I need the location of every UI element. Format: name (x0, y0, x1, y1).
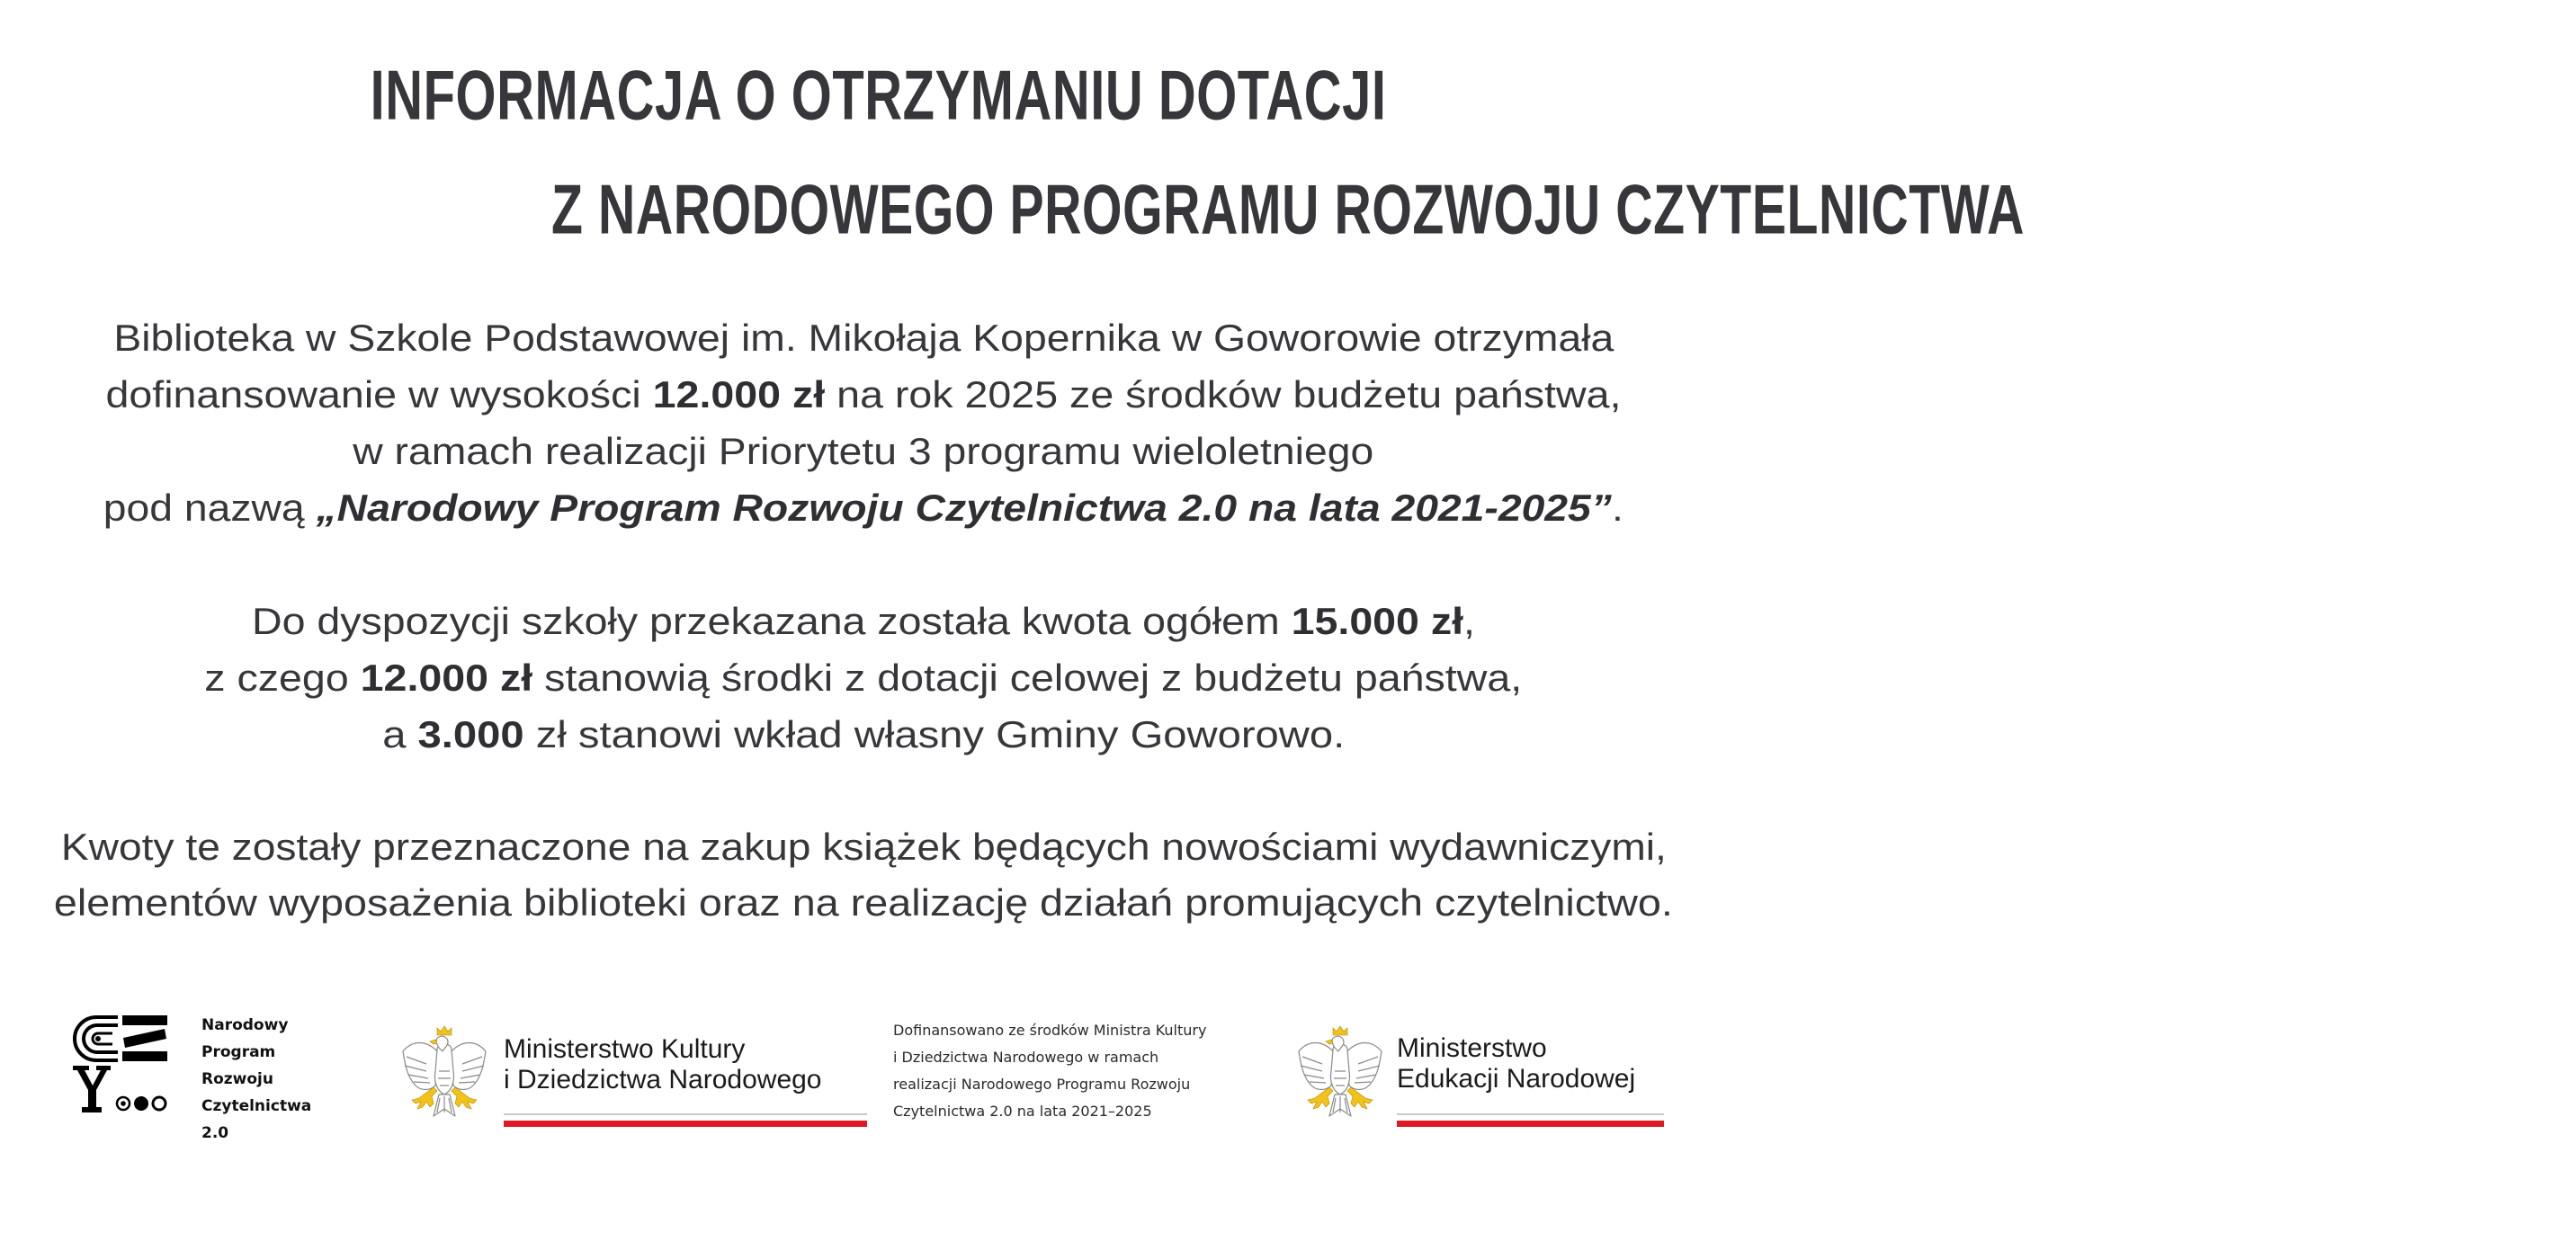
p1-line-3 (0, 423, 1727, 479)
nprcz-logo-y (73, 1066, 111, 1112)
heading-line-2 (0, 170, 2026, 264)
total-amount: 15.000 zł (1291, 600, 1464, 642)
nprcz-line: Rozwoju (201, 1070, 273, 1088)
p3-line-2-text: elementów wyposażenia biblioteki oraz na realizację działań promujących czytelnictwo. (54, 881, 1673, 924)
men-red-rule (1397, 1121, 1664, 1127)
mkidn-line: Ministerstwo Kultury (504, 1034, 746, 1064)
funding-note-line: Dofinansowano ze środków Ministra Kultury (893, 1022, 1207, 1039)
p3-line-2 (0, 874, 1727, 931)
own-contribution-amount: 3.000 (417, 713, 524, 755)
nprcz-line: Czytelnictwa (201, 1097, 312, 1115)
nprcz-logo-ring-circle (153, 1097, 165, 1110)
men-line: Ministerstwo (1397, 1033, 1547, 1063)
p2-line-2 (0, 649, 1727, 706)
funding-note (893, 1017, 1206, 1125)
p2-line-1 (0, 593, 1727, 649)
polish-eagle-icon (399, 1026, 489, 1123)
p1-line-4-text-a: pod nazwą (103, 487, 317, 529)
heading-line-1 (0, 56, 1727, 150)
p2-line-2-text-a: z czego (204, 657, 361, 699)
heading-line-2-text: Z NARODOWEGO PROGRAMU ROZWOJU CZYTELNICTWA (551, 170, 2026, 249)
state-grant-amount: 12.000 zł (360, 657, 533, 699)
nprcz-line: 2.0 (201, 1124, 229, 1142)
mkidn-gray-rule (504, 1113, 867, 1115)
p1-line-1 (0, 309, 1727, 366)
p1-line-2-text-a: dofinansowanie w wysokości (105, 373, 653, 415)
p1-line-3-text: w ramach realizacji Priorytetu 3 programu wieloletniego (353, 430, 1374, 472)
p2-line-1-text-a: Do dyspozycji szkoły przekazana została kwota ogółem (252, 600, 1292, 642)
nprcz-logo-dot (95, 1036, 101, 1041)
p2-line-3-text-a: a (381, 713, 418, 755)
nprcz-logo-z-top (122, 1015, 167, 1025)
p1-line-2-text-b: na rok 2025 ze środków budżetu państwa, (825, 373, 1622, 415)
men-logo-text (1397, 1033, 1635, 1095)
grant-amount: 12.000 zł (652, 373, 826, 415)
p2-line-3 (0, 706, 1727, 763)
nprcz-logo-z-middle (123, 1029, 166, 1048)
p1-line-4 (0, 479, 1727, 536)
funding-note-line: Czytelnictwa 2.0 na lata 2021–2025 (893, 1103, 1152, 1120)
mkidn-line: i Dziedzictwa Narodowego (504, 1065, 822, 1095)
nprcz-logo-filled-circle (134, 1096, 148, 1111)
mkidn-red-rule (504, 1121, 867, 1127)
p1-line-2 (0, 366, 1727, 423)
funding-note-line: i Dziedzictwa Narodowego w ramach (893, 1049, 1159, 1066)
nprcz-logo-target-dot (121, 1101, 126, 1106)
men-line: Edukacji Narodowej (1397, 1064, 1636, 1094)
funding-note-line: realizacji Narodowego Programu Rozwoju (893, 1076, 1191, 1093)
nprcz-logo-icon (71, 1014, 172, 1114)
heading-line-1-text: INFORMACJA O OTRZYMANIU DOTACJI (370, 56, 1387, 135)
p2-line-1-text-b: , (1463, 600, 1475, 642)
nprcz-line: Program (201, 1043, 276, 1061)
nprcz-line: Narodowy (201, 1016, 289, 1034)
mkidn-logo-text (504, 1034, 822, 1095)
p2-line-3-text-b: zł stanowi wkład własny Gminy Goworowo. (523, 713, 1346, 755)
p2-line-2-text-b: stanowią środki z dotacji celowej z budżetu państwa, (532, 657, 1523, 699)
program-name: „Narodowy Program Rozwoju Czytelnictwa 2.0 na lata 2021-2025” (316, 487, 1613, 529)
p1-line-1-text: Biblioteka w Szkole Podstawowej im. Mikołaja Kopernika w Goworowie otrzymała (113, 317, 1614, 359)
polish-eagle-icon (1295, 1026, 1385, 1123)
p3-line-1-text: Kwoty te zostały przeznaczone na zakup książek będących nowościami wydawniczymi, (60, 826, 1667, 868)
nprcz-logo-text (201, 1012, 311, 1147)
men-gray-rule (1397, 1113, 1664, 1115)
p1-line-4-text-b: . (1612, 487, 1624, 529)
nprcz-logo-z-bottom (122, 1051, 167, 1061)
p3-line-1 (0, 818, 1727, 875)
